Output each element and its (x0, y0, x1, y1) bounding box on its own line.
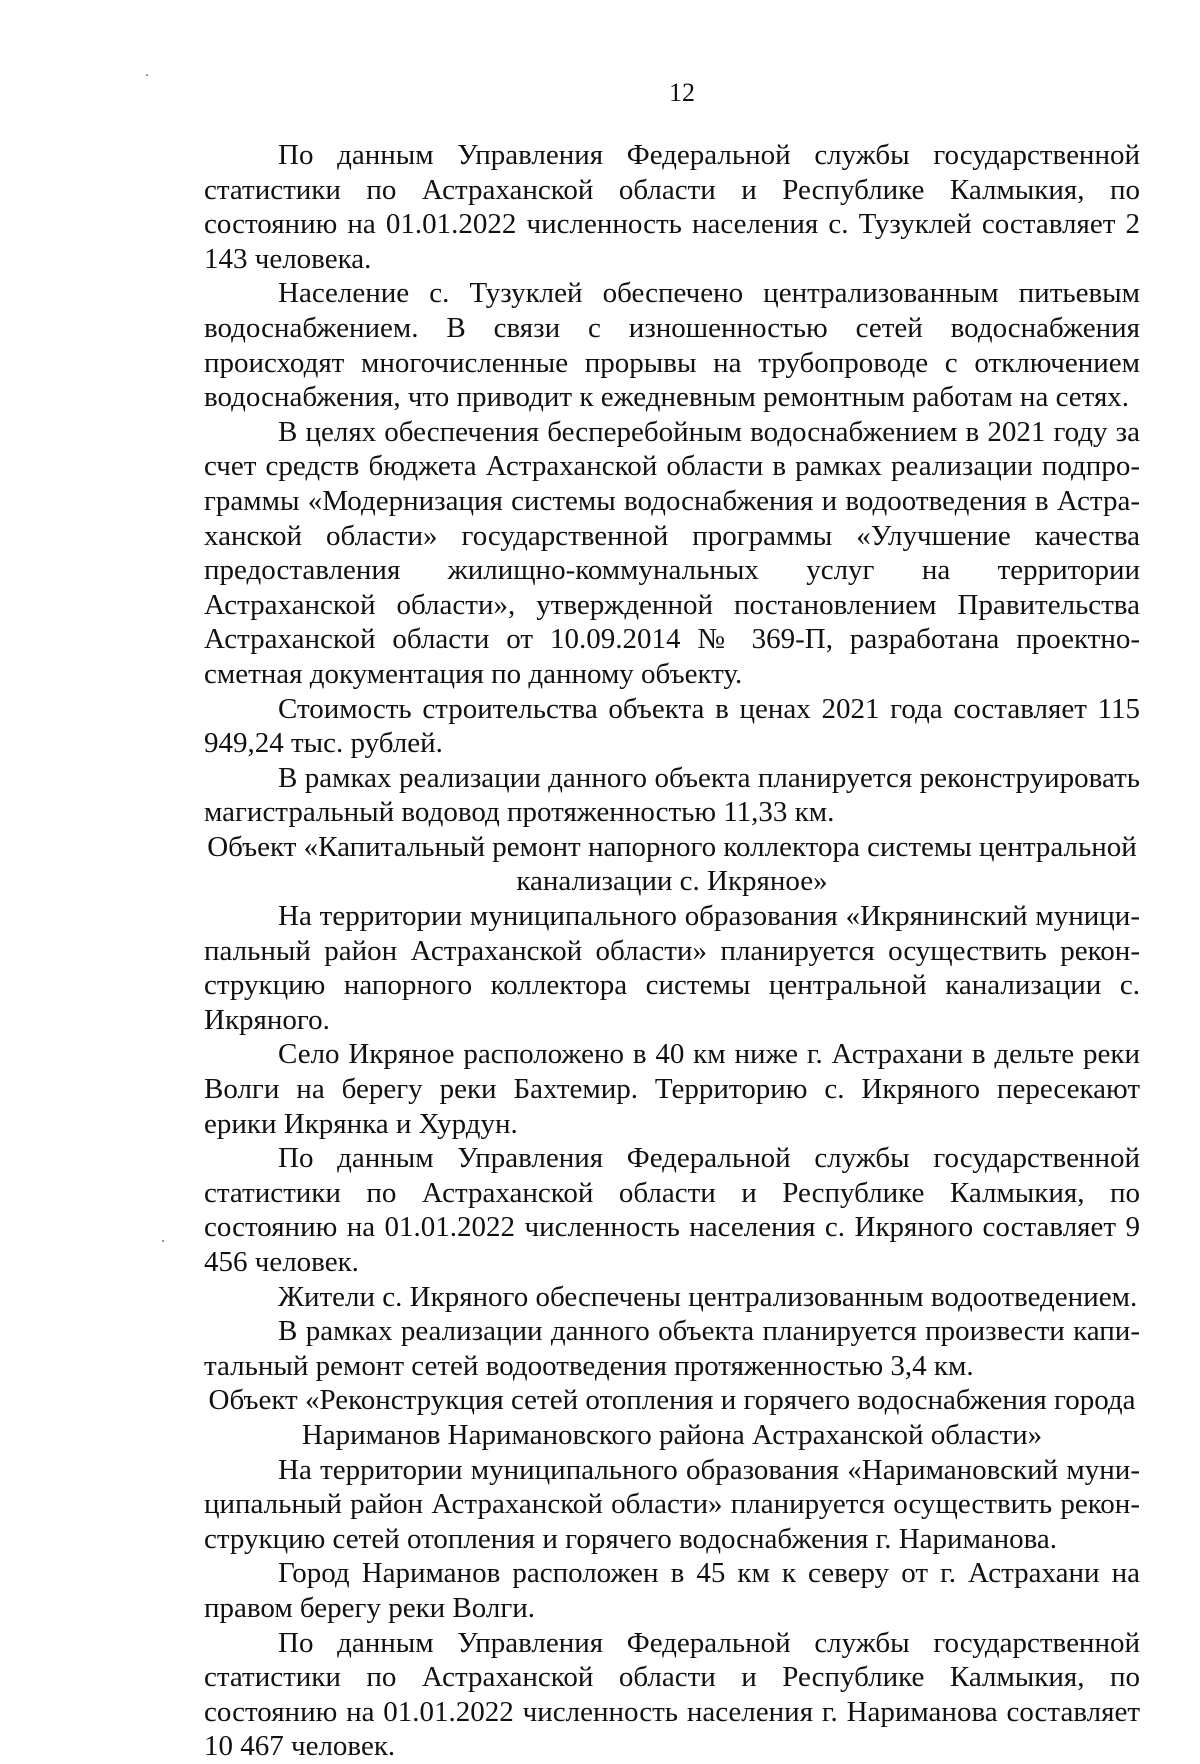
page-number: 12 (669, 78, 695, 107)
paragraph: Население с. Тузуклей обеспечено централизованным питьевым водоснабжением. В связи с изношенностью сетей водоснабжения происходят многочисленные прорывы на трубопроводе с отключением водоснабжения, что приводит к ежедневным ремонтным работам на сетях. (204, 277, 1140, 414)
section-heading: Объект «Реконструкция сетей отопления и горячего водоснабжения города Нариманов Наримановского района Астраханской области» (208, 1384, 1136, 1451)
paragraph: Стоимость строительства объекта в ценах 2021 года составляет 115 949,24 тыс. рублей. (204, 692, 1140, 760)
paragraph: По данным Управления Федеральной службы государственной статистики по Астраханской области и Республике Калмыкия, по состоянию на 01.01.2022 численность населения г. Нариманова составляет 10 467 человек. (204, 1626, 1140, 1763)
paragraph: Город Нариманов расположен в 45 км к северу от г. Астрахани на правом берегу реки Волги. (204, 1557, 1140, 1624)
scan-artifact-dot (162, 1240, 164, 1242)
document-body (204, 138, 1140, 1764)
paragraph: В целях обеспечения бесперебойным водоснабжением в 2021 году за счет средств бюджета Астраханской области в рамках реализации подпрограммы «Модернизация системы водоснабжения и водоотведения в Астраханской области» государственной программы «Улучшение качества предоставления жилищно-коммунальных услуг на территории Астраханской области», утвержденной постановлением Правительства Астраханской области от 10.09.2014 № 369-П, разработана проектно-сметная документация по данному объекту. (204, 415, 1140, 690)
paragraph: По данным Управления Федеральной службы государственной статистики по Астраханской области и Республике Калмыкия, по состоянию на 01.01.2022 численность населения с. Тузуклей составляет 2 143 человека. (204, 139, 1140, 275)
section-heading: Объект «Капитальный ремонт напорного коллектора системы центральной канализации с. Икряное» (207, 830, 1137, 898)
paragraph: На территории муниципального образования «Наримановский муниципальный район Астраханской области» планируется осуществить реконструкцию сетей отопления и горячего водоснабжения г. Нариманова. (204, 1453, 1140, 1555)
paragraph: Жители с. Икряного обеспечены централизованным водоотведением. (278, 1280, 1138, 1313)
paragraph: В рамках реализации данного объекта планируется произвести капитальный ремонт сетей водоотведения протяженностью 3,4 км. (204, 1315, 1140, 1382)
paragraph: Село Икряное расположено в 40 км ниже г. Астрахани в дельте реки Волги на берегу реки Бахтемир. Территорию с. Икряного пересекают ерики Икрянка и Хурдун. (204, 1038, 1140, 1140)
scan-artifact-dot (146, 74, 148, 76)
paragraph: На территории муниципального образования «Икрянинский муниципальный район Астраханской области» планируется осуществить реконструкцию напорного коллектора системы центральной канализации с. Икряного. (204, 900, 1140, 1036)
paragraph: По данным Управления Федеральной службы государственной статистики по Астраханской области и Республике Калмыкия, по состоянию на 01.01.2022 численность населения с. Икряного составляет 9 456 человек. (204, 1142, 1140, 1278)
paragraph: В рамках реализации данного объекта планируется реконструировать магистральный водовод протяженностью 11,33 км. (204, 761, 1140, 829)
